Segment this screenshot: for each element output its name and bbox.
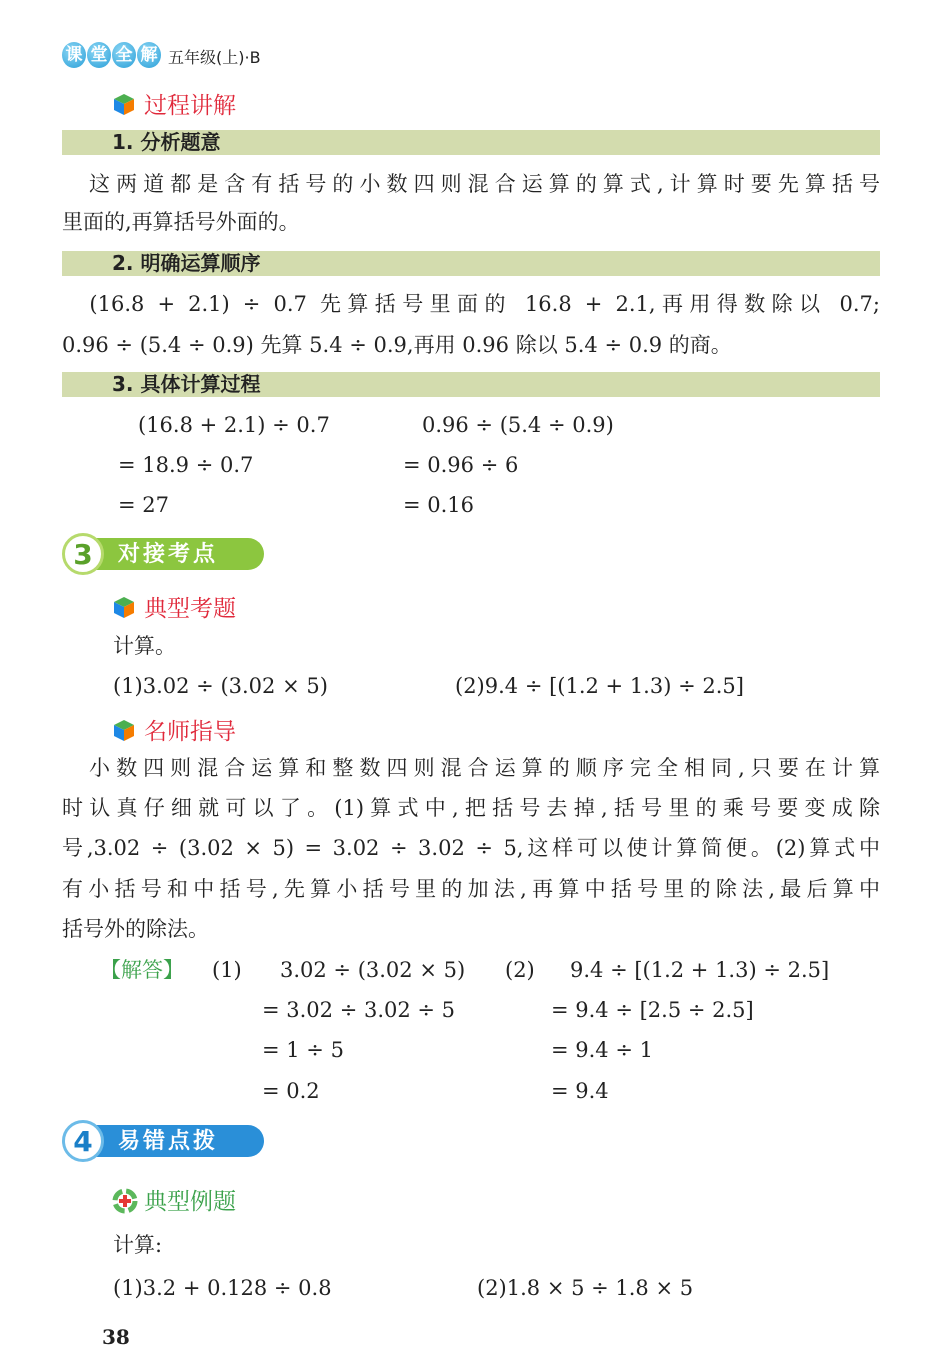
answer-label: 【解答】 bbox=[100, 958, 184, 982]
subsection-example bbox=[112, 1183, 236, 1216]
answer-number: (1) bbox=[212, 958, 242, 982]
calc-line: = 3.02 ÷ 3.02 ÷ 5 bbox=[262, 998, 456, 1022]
subsection-title: 典型例题 bbox=[144, 1189, 236, 1215]
calc-line: = 1 ÷ 5 bbox=[262, 1038, 344, 1062]
calc-line: 9.4 ÷ [(1.2 + 1.3) ÷ 2.5] bbox=[570, 958, 830, 982]
calc-line: = 27 bbox=[118, 493, 169, 517]
section-badge-4 bbox=[62, 1122, 264, 1160]
section-number: 4 bbox=[62, 1120, 104, 1162]
subsection-process bbox=[112, 87, 236, 120]
subsection-title: 名师指导 bbox=[144, 719, 236, 745]
logo-char: 课 bbox=[62, 42, 86, 68]
subsection-typical bbox=[112, 590, 236, 623]
paragraph-line: (16.8 + 2.1) ÷ 0.7 先算括号里面的 16.8 + 2.1,再用得数除以 0.7; bbox=[62, 292, 880, 316]
calc-line: = 0.2 bbox=[262, 1079, 320, 1103]
calc-line: = 18.9 ÷ 0.7 bbox=[118, 453, 254, 477]
cube-icon bbox=[112, 92, 136, 116]
section-badge-3 bbox=[62, 535, 264, 573]
prompt: 计算。 bbox=[113, 634, 176, 658]
step-bar: 3. 具体计算过程 bbox=[62, 372, 880, 397]
problem: (1)3.2 + 0.128 ÷ 0.8 bbox=[113, 1276, 332, 1300]
section-title: 对接考点 bbox=[94, 538, 264, 570]
logo-char: 堂 bbox=[87, 42, 111, 68]
calc-line: 3.02 ÷ (3.02 × 5) bbox=[280, 958, 466, 982]
prompt: 计算: bbox=[113, 1233, 163, 1257]
subsection-title: 过程讲解 bbox=[144, 93, 236, 119]
problem: (1)3.02 ÷ (3.02 × 5) bbox=[113, 674, 328, 698]
paragraph-line: 时认真仔细就可以了。(1)算式中,把括号去掉,括号里的乘号要变成除 bbox=[62, 796, 880, 820]
calc-line: 0.96 ÷ (5.4 ÷ 0.9) bbox=[422, 413, 614, 437]
calc-line: = 9.4 ÷ [2.5 ÷ 2.5] bbox=[551, 998, 754, 1022]
section-number: 3 bbox=[62, 533, 104, 575]
paragraph-line: 号,3.02 ÷ (3.02 × 5) = 3.02 ÷ 3.02 ÷ 5,这样可以使计算简便。(2)算式中 bbox=[62, 836, 880, 860]
step-bar: 1. 分析题意 bbox=[62, 130, 880, 155]
step-bar: 2. 明确运算顺序 bbox=[62, 251, 880, 276]
paragraph-line: 有小括号和中括号,先算小括号里的加法,再算中括号里的除法,最后算中 bbox=[62, 877, 880, 901]
cube-icon bbox=[112, 595, 136, 619]
calc-line: = 0.16 bbox=[403, 493, 475, 517]
page-number: 38 bbox=[102, 1325, 130, 1349]
logo-char: 全 bbox=[112, 42, 136, 68]
paragraph-line: 小数四则混合运算和整数四则混合运算的顺序完全相同,只要在计算 bbox=[62, 756, 880, 780]
paragraph-line: 里面的,再算括号外面的。 bbox=[62, 210, 300, 234]
recycle-cross-icon bbox=[112, 1188, 136, 1212]
calc-line: = 0.96 ÷ 6 bbox=[403, 453, 519, 477]
subsection-title: 典型考题 bbox=[144, 596, 236, 622]
problem: (2)9.4 ÷ [(1.2 + 1.3) ÷ 2.5] bbox=[455, 674, 744, 698]
series-logo bbox=[62, 42, 161, 68]
book-title: 五年级(上)·B bbox=[168, 48, 261, 67]
calc-line: (16.8 + 2.1) ÷ 0.7 bbox=[138, 413, 330, 437]
problem: (2)1.8 × 5 ÷ 1.8 × 5 bbox=[477, 1276, 694, 1300]
calc-line: = 9.4 bbox=[551, 1079, 609, 1103]
section-title: 易错点拨 bbox=[94, 1125, 264, 1157]
paragraph-line: 这两道都是含有括号的小数四则混合运算的算式,计算时要先算括号 bbox=[62, 172, 880, 196]
answer-number: (2) bbox=[505, 958, 535, 982]
logo-char: 解 bbox=[137, 42, 161, 68]
paragraph-line: 0.96 ÷ (5.4 ÷ 0.9) 先算 5.4 ÷ 0.9,再用 0.96 除以 5.4 ÷ 0.9 的商。 bbox=[62, 333, 732, 357]
paragraph-line: 括号外的除法。 bbox=[62, 917, 209, 941]
subsection-guide bbox=[112, 713, 236, 746]
calc-line: = 9.4 ÷ 1 bbox=[551, 1038, 653, 1062]
cube-icon bbox=[112, 718, 136, 742]
